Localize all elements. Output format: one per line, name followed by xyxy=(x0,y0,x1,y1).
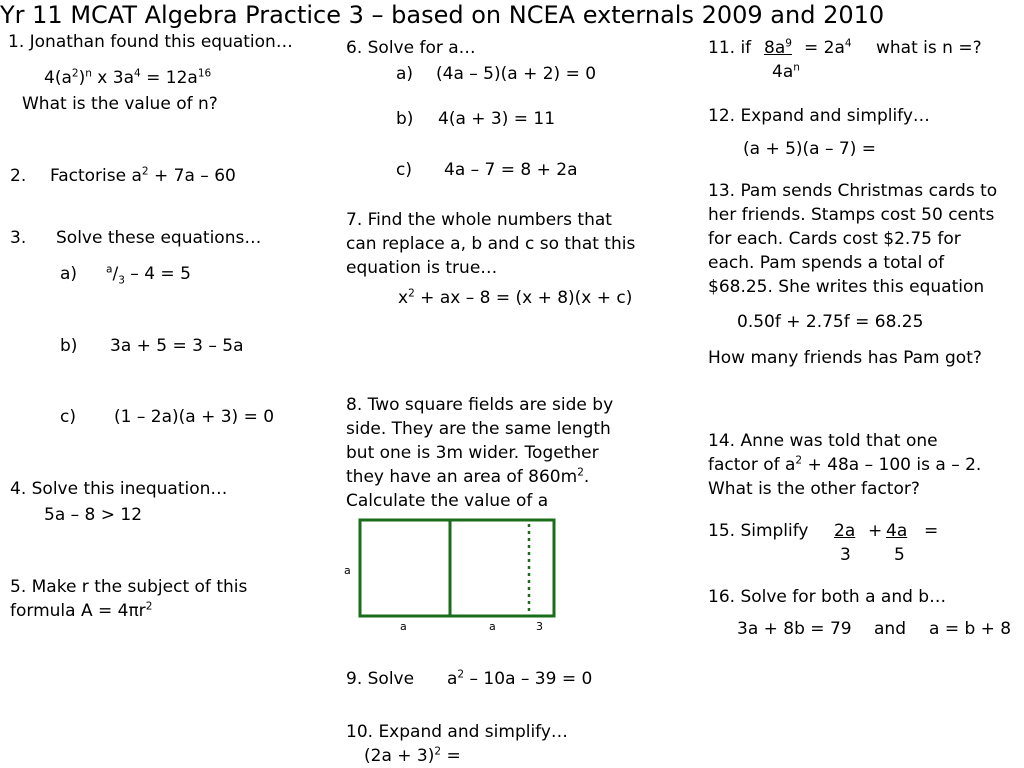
q11-question: what is n =? xyxy=(876,38,982,58)
q8-line5: Calculate the value of a xyxy=(346,491,549,511)
q15-equals: = xyxy=(924,521,939,541)
q16-equation-1: 3a + 8b = 79 xyxy=(737,619,852,639)
side-label-a: a xyxy=(344,564,351,577)
q11-denominator: $4a^n$ xyxy=(772,61,800,82)
field-square-2 xyxy=(450,520,554,616)
q3b-label: b) xyxy=(60,336,78,356)
bottom-label-a-1: a xyxy=(400,620,407,633)
q4-label: 4. Solve this inequation… xyxy=(10,479,228,499)
q9-equation: $a^2 - 10a - 39 = 0$ xyxy=(447,668,593,689)
q15-denominator-2: 5 xyxy=(894,545,905,565)
q7-line1: 7. Find the whole numbers that xyxy=(346,210,612,230)
q2-text: Factorise $a^2 + 7a - 60$ xyxy=(50,165,236,186)
page-title: Yr 11 MCAT Algebra Practice 3 – based on NCEA externals 2009 and 2010 xyxy=(0,1,885,29)
q3a-label: a) xyxy=(60,264,78,284)
q12-equation: (a + 5)(a – 7) = xyxy=(743,139,877,159)
q13-question: How many friends has Pam got? xyxy=(708,348,982,368)
q10-label: 10. Expand and simplify… xyxy=(346,722,568,742)
q16-equation-2: a = b + 8 xyxy=(929,619,1012,639)
q15-numerator-2: 4a xyxy=(886,521,908,541)
q7-line3: equation is true… xyxy=(346,258,498,278)
q6a-equation: (4a – 5)(a + 2) = 0 xyxy=(436,64,597,84)
q13-line4: each. Pam spends a total of xyxy=(708,253,945,273)
q13-line2: her friends. Stamps cost 50 cents xyxy=(708,205,995,225)
q5-line2: formula $A = 4\pi r^2$ xyxy=(10,600,153,621)
q15-label: 15. Simplify xyxy=(708,521,809,541)
q11-number: 11. if xyxy=(708,38,752,58)
q14-line3: What is the other factor? xyxy=(708,479,920,499)
q6b-equation: 4(a + 3) = 11 xyxy=(438,109,556,129)
q7-equation: $x^2$ + ax – 8 = (x + 8)(x + c) xyxy=(398,287,633,308)
q7-line2: can replace a, b and c so that this xyxy=(346,234,636,254)
q8-line2: side. They are the same length xyxy=(346,419,611,439)
q1-question: What is the value of n? xyxy=(22,94,218,114)
q6c-equation: 4a – 7 = 8 + 2a xyxy=(444,160,578,180)
q3a-equation: $^a/_3 - 4 = 5$ xyxy=(106,263,191,287)
q15-denominator-1: 3 xyxy=(840,545,851,565)
q11-numerator: $8a^9$ xyxy=(764,37,792,58)
q3c-label: c) xyxy=(60,407,76,427)
field-square-1 xyxy=(360,520,450,616)
q6b-label: b) xyxy=(396,109,414,129)
q14-line1: 14. Anne was told that one xyxy=(708,431,938,451)
q3-number: 3. xyxy=(10,228,27,248)
q6c-label: c) xyxy=(396,160,412,180)
q10-equation: $(2a + 3)^2$ = xyxy=(364,745,461,766)
q13-line5: $68.25. She writes this equation xyxy=(708,277,985,297)
q14-line2: factor of $a^2 + 48a - 100$ is a – 2. xyxy=(708,454,982,475)
q16-and: and xyxy=(874,619,906,639)
q5-line1: 5. Make r the subject of this xyxy=(10,577,248,597)
q1-equation: $4(a^2)^n$ x $3a^4 = 12a^{16}$ xyxy=(44,67,212,88)
q3b-equation: 3a + 5 = 3 – 5a xyxy=(110,336,244,356)
q9-label: 9. Solve xyxy=(346,669,415,689)
q13-equation: 0.50f + 2.75f = 68.25 xyxy=(737,312,924,332)
q8-line1: 8. Two square fields are side by xyxy=(346,395,614,415)
q12-label: 12. Expand and simplify… xyxy=(708,106,930,126)
q15-numerator-1: 2a xyxy=(834,521,856,541)
q11-rhs: = $2a^4$ xyxy=(804,37,852,58)
q1-label: 1. Jonathan found this equation… xyxy=(8,32,293,52)
q13-line3: for each. Cards cost $2.75 for xyxy=(708,229,961,249)
q2-number: 2. xyxy=(10,166,27,186)
bottom-label-a-2: a xyxy=(489,620,496,633)
q8-line4: they have an area of $860m^2$. xyxy=(346,466,590,487)
q13-line1: 13. Pam sends Christmas cards to xyxy=(708,181,998,201)
q6-label: 6. Solve for a… xyxy=(346,38,476,58)
fields-diagram xyxy=(340,512,570,637)
q6a-label: a) xyxy=(396,64,414,84)
q15-plus: + xyxy=(868,521,883,541)
q16-label: 16. Solve for both a and b… xyxy=(708,587,947,607)
q4-equation: 5a – 8 > 12 xyxy=(44,505,143,525)
q3-label: Solve these equations… xyxy=(56,228,262,248)
q8-line3: but one is 3m wider. Together xyxy=(346,443,599,463)
bottom-label-3: 3 xyxy=(536,620,543,633)
q3c-equation: (1 – 2a)(a + 3) = 0 xyxy=(114,407,275,427)
